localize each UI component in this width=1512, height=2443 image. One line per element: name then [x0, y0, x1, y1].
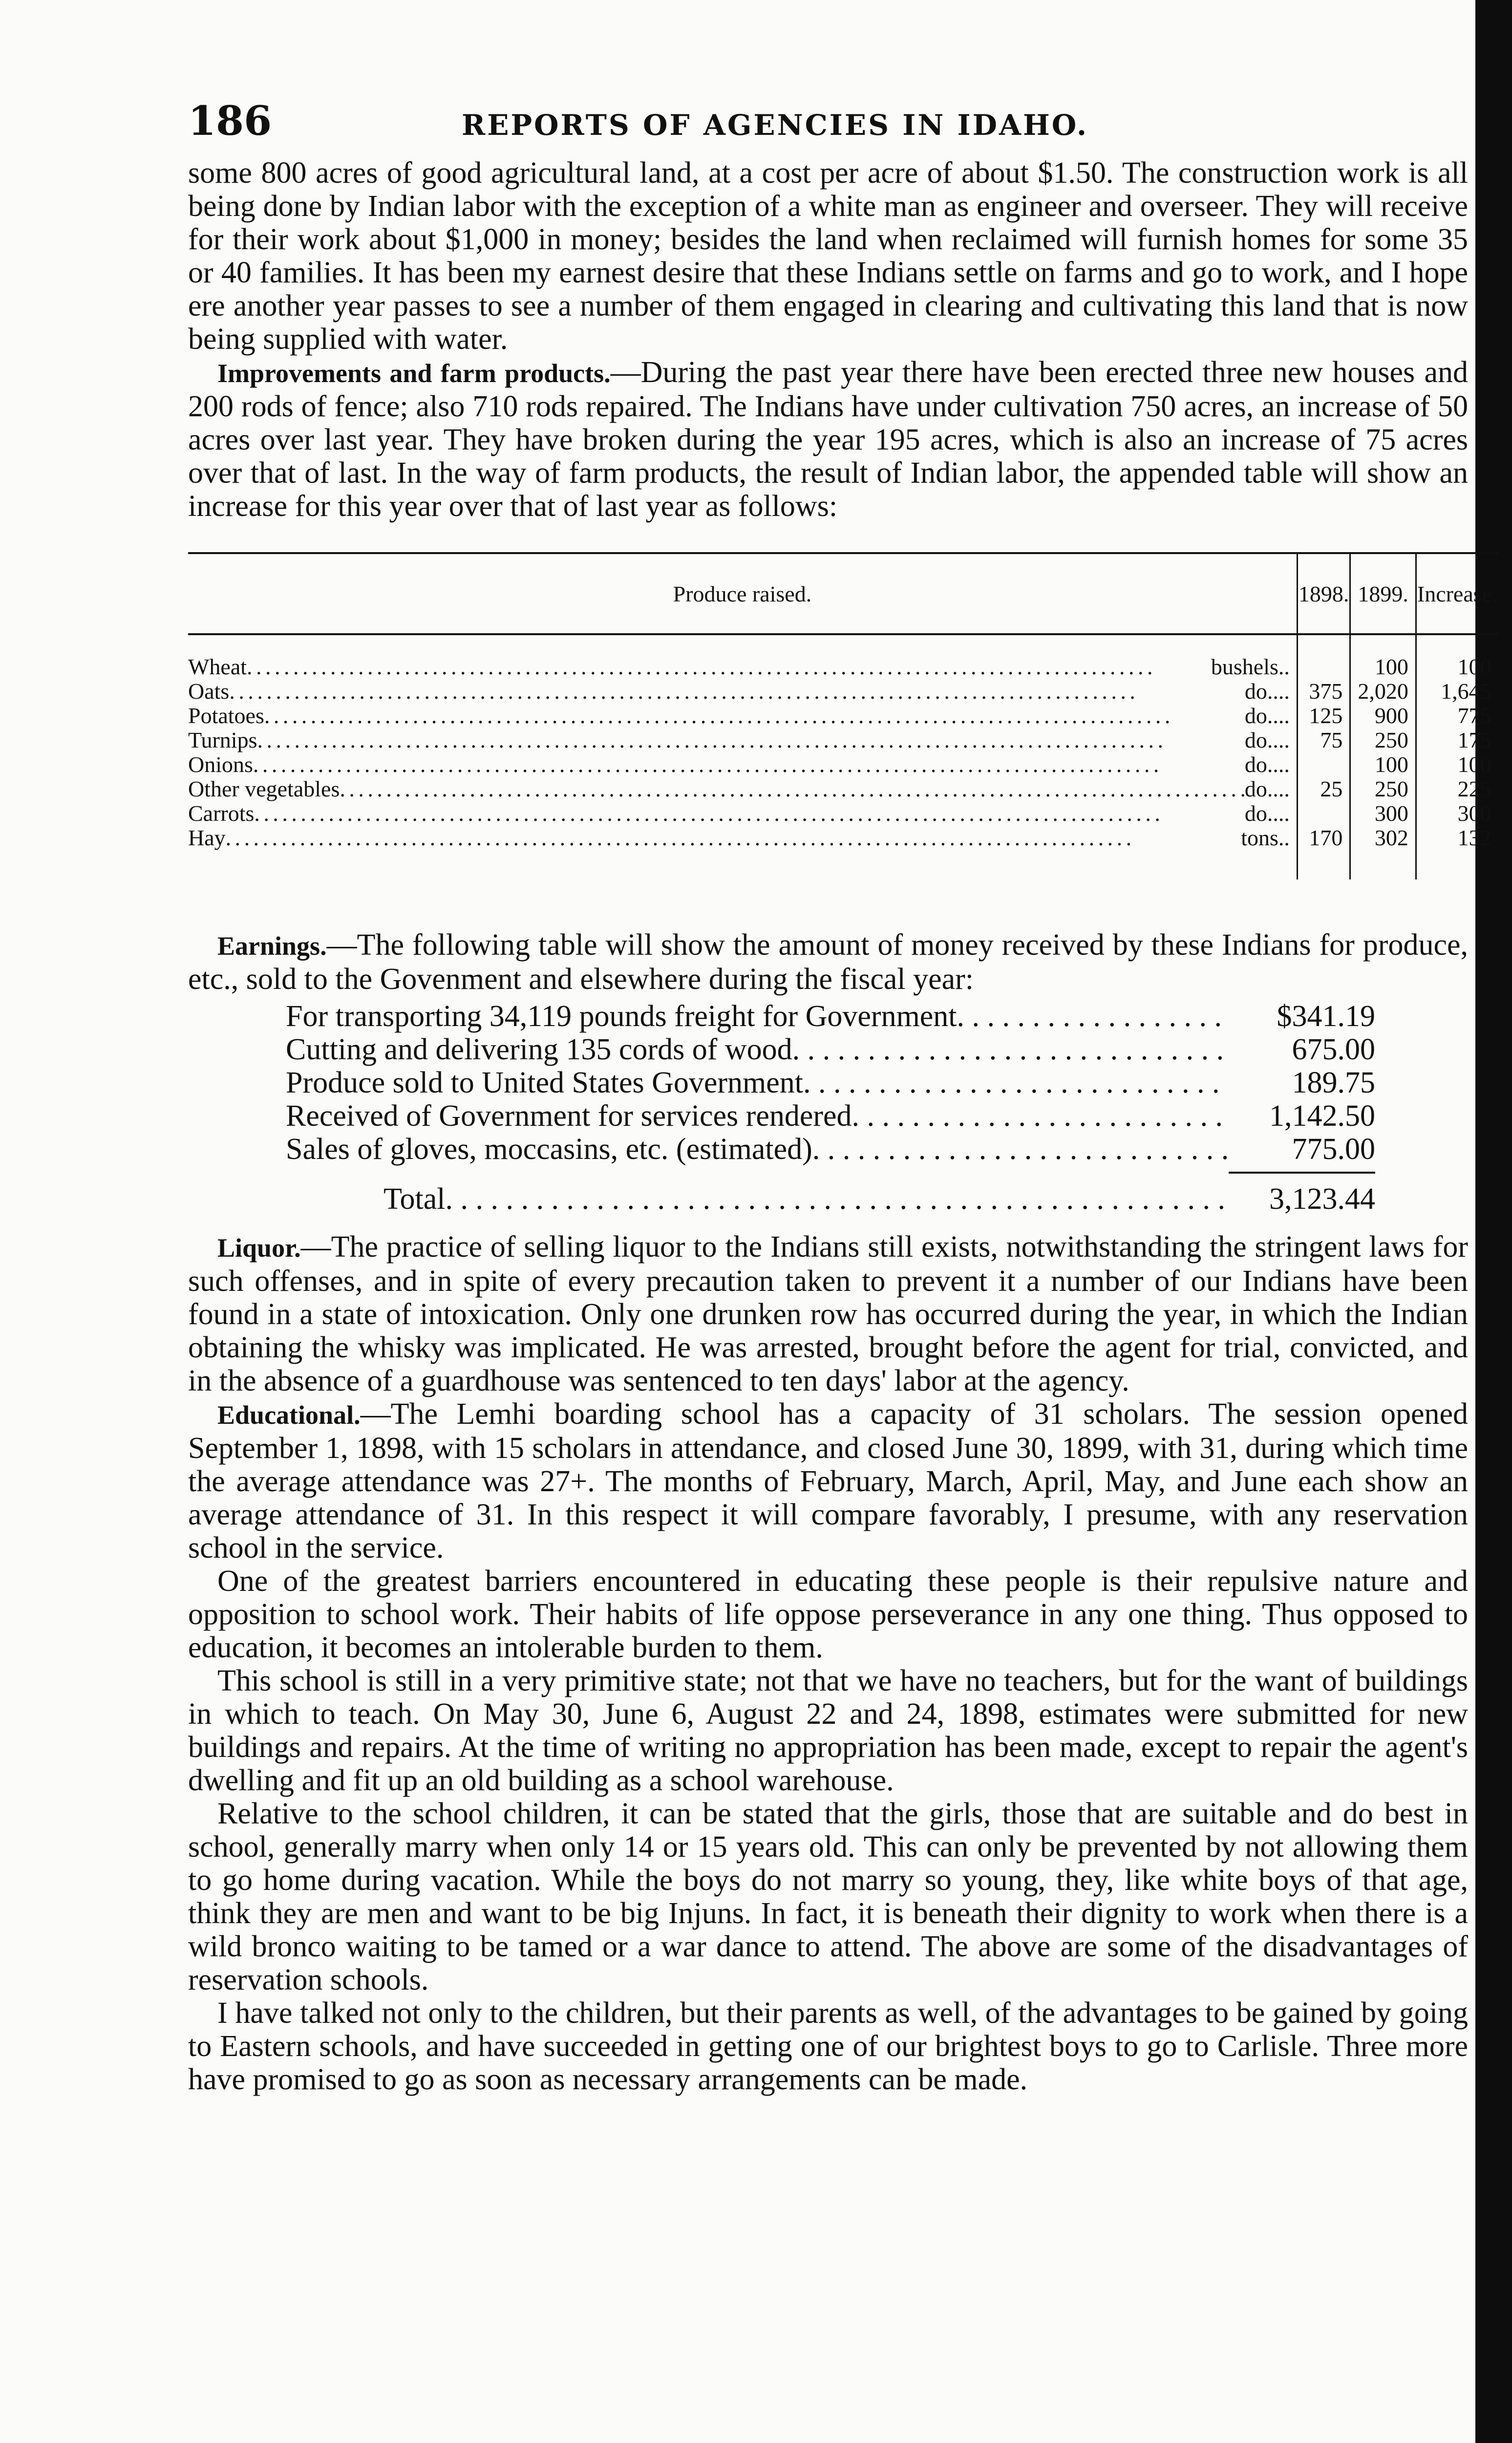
header-1899: 1899. — [1350, 553, 1416, 634]
earnings-row — [286, 1033, 1375, 1066]
produce-increase: 132 — [1416, 826, 1498, 879]
produce-item: Wheat — [188, 654, 247, 679]
earnings-amount: 189.75 — [1292, 1066, 1375, 1099]
produce-item: Potatoes — [188, 703, 264, 728]
paragraph-improvements — [188, 356, 1468, 523]
produce-1899: 300 — [1350, 801, 1416, 826]
produce-item: Onions — [188, 752, 253, 777]
produce-row — [188, 634, 1498, 679]
total-rule — [1229, 1172, 1375, 1174]
produce-increase: 775 — [1416, 704, 1498, 728]
produce-1898: 25 — [1297, 777, 1350, 801]
produce-1899: 100 — [1350, 752, 1416, 777]
produce-1899: 2,020 — [1350, 679, 1416, 704]
scan-border-right — [1475, 0, 1512, 2443]
produce-1898 — [1297, 752, 1350, 777]
paragraph-barriers: One of the greatest barriers encountered in educating these people is their repulsive nature and opposition to school work. Their habits of life oppose perseverance in any one thing. Thus opposed to education, it becomes an intolerable burden to them. — [188, 1564, 1468, 1664]
produce-unit: tons.. — [1241, 825, 1290, 850]
produce-table — [188, 552, 1498, 879]
earnings-row — [286, 1099, 1375, 1133]
produce-row — [188, 777, 1498, 801]
earnings-row — [286, 1000, 1375, 1033]
produce-1898: 125 — [1297, 704, 1350, 728]
produce-1899: 100 — [1350, 634, 1416, 679]
produce-1899: 250 — [1350, 777, 1416, 801]
paragraph-irrigation: some 800 acres of good agricultural land, at a cost per acre of about $1.50. The construction work is all being done by Indian labor with the exception of a white man as engineer and overseer. They will receive for their work about $1,000 in money; besides the land when reclaimed will furnish homes for some 35 or 40 families. It has been my earnest desire that these Indians settle on farms and go to work, and I hope ere another year passes to see a number of them engaged in clearing and cultivating this land that is now being supplied with water. — [188, 156, 1468, 356]
produce-item-cell — [188, 777, 1297, 801]
produce-item: Turnips — [188, 728, 257, 752]
produce-increase: 175 — [1416, 728, 1498, 752]
educational-heading: Educational. — [217, 1400, 361, 1430]
improvements-text: —During the past year there have been erected three new houses and 200 rods of fence; also 710 rods repaired. The Indians have under cultivation 750 acres, an increase of 50 acres over last year. They have broken during the year 195 acres, which is also an increase of 75 acres over that of last. In the way of farm products, the result of Indian labor, the appended table will show an increase for this year over that of last year as follows: — [188, 356, 1468, 523]
paragraph-educational — [188, 1397, 1468, 1564]
earnings-total-label: Total — [383, 1182, 446, 1216]
earnings-total-amount: 3,123.44 — [1269, 1182, 1375, 1216]
improvements-heading: Improvements and farm products. — [217, 359, 611, 388]
produce-unit: bushels.. — [1211, 654, 1290, 679]
liquor-text: —The practice of selling liquor to the Indians still exists, notwithstanding the stringent laws for such offenses, and in spite of every precaution taken to prevent it a number of our Indians have been found in a state of intoxication. Only one drunken row has occurred during the year, in which the Indian obtaining the whisky was implicated. He was arrested, brought before the agent for trial, convicted, and in the absence of a guardhouse was sentenced to ten days' labor at the agency. — [188, 1230, 1468, 1397]
produce-1898 — [1297, 634, 1350, 679]
page-number: 186 — [188, 98, 272, 145]
produce-increase: 225 — [1416, 777, 1498, 801]
page-header — [188, 98, 1468, 156]
produce-row — [188, 752, 1498, 777]
educational-text: —The Lemhi boarding school has a capacity of 31 scholars. The session opened September 1, 1898, with 15 scholars in attendance, and closed June 30, 1899, with 31, during which time the average attendance was 27+. The months of February, March, April, May, and June each show an average attendance of 31. In this respect it will compare favorably, I presume, with any reservation school in the service. — [188, 1397, 1468, 1564]
produce-row — [188, 704, 1498, 728]
produce-1898: 75 — [1297, 728, 1350, 752]
page-content — [188, 98, 1498, 2096]
paragraph-children: Relative to the school children, it can be stated that the girls, those that are suitable and do best in school, generally marry when only 14 or 15 years old. This can only be prevented by not allowing them to go home during vacation. While the boys do not marry so young, they, like white boys of that age, think they are men and want to be big Injuns. In fact, it is beneath their dignity to work when there is a wild bronco waiting to be tamed or a war dance to attend. The above are some of the disadvantages of reservation schools. — [188, 1797, 1468, 1996]
produce-unit: do.... — [1244, 679, 1290, 704]
paragraph-primitive: This school is still in a very primitive state; not that we have no teachers, but for the want of buildings in which to teach. On May 30, June 6, August 22 and 24, 1898, estimates were submitted for new buildings and repairs. At the time of writing no appropriation has been made, except to repair the agent's dwelling and fit up an old building as a school warehouse. — [188, 1664, 1468, 1797]
earnings-amount: $341.19 — [1277, 1000, 1375, 1033]
produce-unit: do.... — [1244, 728, 1290, 752]
header-produce: Produce raised. — [188, 553, 1297, 634]
produce-unit: do.... — [1244, 801, 1290, 826]
earnings-amount: 775.00 — [1292, 1133, 1375, 1166]
earnings-label: Produce sold to United States Government — [286, 1066, 803, 1099]
produce-1898: 170 — [1297, 826, 1350, 879]
produce-item: Other vegetables — [188, 776, 340, 801]
produce-item-cell — [188, 752, 1297, 777]
produce-1898 — [1297, 801, 1350, 826]
produce-increase: 1,645 — [1416, 679, 1498, 704]
earnings-row — [286, 1066, 1375, 1099]
earnings-row — [286, 1133, 1375, 1166]
produce-increase: 100 — [1416, 634, 1498, 679]
earnings-list — [286, 1000, 1375, 1216]
produce-unit: do.... — [1244, 752, 1290, 777]
earnings-label: Received of Government for services rendered — [286, 1099, 852, 1133]
produce-row — [188, 728, 1498, 752]
earnings-label: Cutting and delivering 135 cords of wood — [286, 1033, 792, 1066]
produce-unit: do.... — [1244, 703, 1290, 728]
produce-1899: 250 — [1350, 728, 1416, 752]
produce-item: Hay — [188, 825, 226, 850]
header-increase: Increase. — [1416, 553, 1498, 634]
earnings-total-row — [383, 1182, 1375, 1216]
produce-1899: 302 — [1350, 826, 1416, 879]
produce-increase: 100 — [1416, 752, 1498, 777]
produce-table-header — [188, 553, 1498, 634]
produce-row — [188, 826, 1498, 879]
produce-1898: 375 — [1297, 679, 1350, 704]
liquor-heading: Liquor. — [217, 1233, 301, 1263]
produce-item-cell — [188, 704, 1297, 728]
produce-item: Carrots — [188, 801, 255, 826]
earnings-heading: Earnings. — [217, 931, 327, 961]
produce-1899: 900 — [1350, 704, 1416, 728]
earnings-amount: 1,142.50 — [1269, 1099, 1375, 1133]
earnings-label: Sales of gloves, moccasins, etc. (estimated) — [286, 1133, 812, 1166]
produce-item-cell — [188, 634, 1297, 679]
produce-item-cell — [188, 826, 1297, 879]
produce-row — [188, 801, 1498, 826]
paragraph-liquor — [188, 1230, 1468, 1397]
earnings-label: For transporting 34,119 pounds freight for Government — [286, 1000, 957, 1033]
produce-row — [188, 679, 1498, 704]
produce-item: Oats — [188, 679, 230, 704]
produce-item-cell — [188, 801, 1297, 826]
produce-increase: 300 — [1416, 801, 1498, 826]
produce-unit: do.... — [1244, 776, 1290, 801]
produce-item-cell — [188, 679, 1297, 704]
earnings-text: —The following table will show the amount of money received by these Indians for produce, etc., sold to the Govenment and elsewhere during the fiscal year: — [188, 928, 1468, 996]
paragraph-carlisle: I have talked not only to the children, but their parents as well, of the advantages to be gained by going to Eastern schools, and have succeeded in getting one of our brightest boys to go to Carlisle. Three more have promised to go as soon as necessary arrangements can be made. — [188, 1996, 1468, 2096]
paragraph-earnings — [188, 928, 1468, 996]
running-head: REPORTS OF AGENCIES IN IDAHO. — [462, 108, 1089, 142]
earnings-amount: 675.00 — [1292, 1033, 1375, 1066]
header-1898: 1898. — [1297, 553, 1350, 634]
produce-item-cell — [188, 728, 1297, 752]
